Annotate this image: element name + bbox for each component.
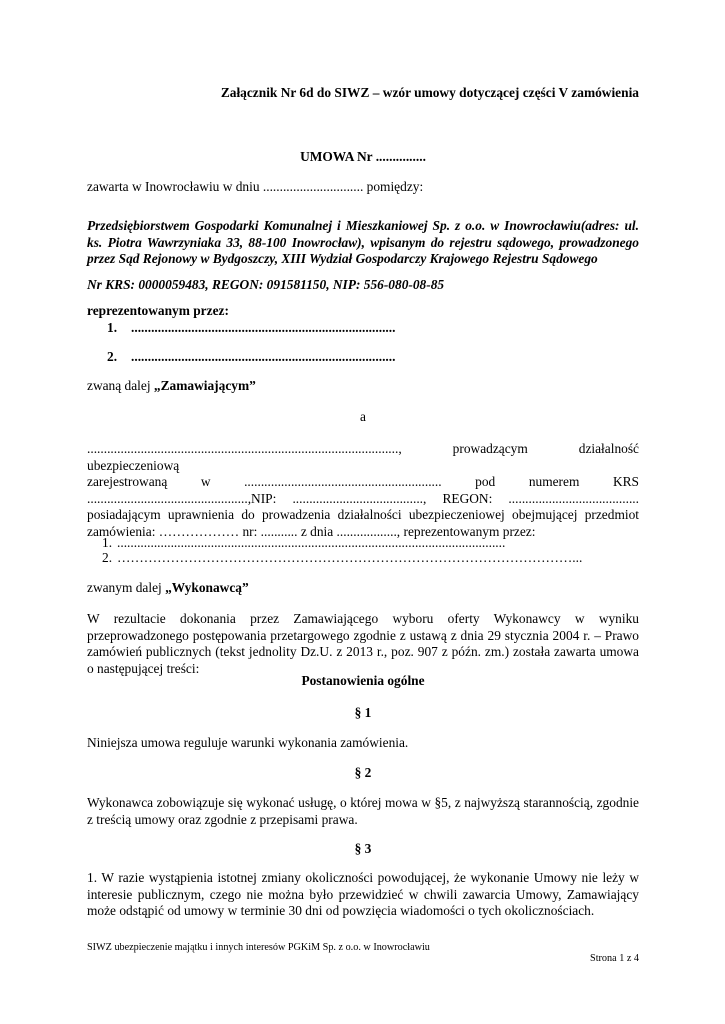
employer-description-line: Przedsiębiorstwem Gospodarki Komunalnej i Mieszkaniowej Sp. z o.o. w Inowrocławiu(adres: ul.	[87, 218, 639, 233]
list-number: 2.	[102, 550, 113, 565]
section-3-line: może odstąpić od umowy w terminie 30 dni od powzięcia wiadomości o tych okolicznościach.	[87, 903, 595, 919]
list-number: 1.	[107, 320, 118, 335]
section-2-heading: § 2	[354, 765, 372, 780]
section-2-line: Wykonawca zobowiązuje się wykonać usługę, o której mowa w §5, z najwyższą starannością, zgodnie	[87, 795, 639, 810]
contractor-line: ............................................................................................., prowadzącym działalność ubezpieczeniową	[87, 441, 639, 473]
general-provisions-heading: Postanowienia ogólne	[301, 673, 425, 688]
employer-represented-by: reprezentowanym przez:	[87, 303, 229, 318]
footer-page-number: Strona 1 z 4	[590, 953, 639, 964]
employer-description-line: przez Sąd Rejonowy w Bydgoszczy, XIII Wydział Gospodarczy Krajowego Rejestru Sądowego	[87, 251, 598, 267]
contractor-line: posiadającym uprawnienia do prowadzenia działalności ubezpieczeniowej obejmującej przedmiot	[87, 507, 639, 523]
contractor-description	[87, 441, 639, 541]
representative-placeholder: ....................................................................................................................	[117, 535, 506, 550]
representative-placeholder: …………………………………………………………………………………………...	[117, 550, 583, 565]
called-prefix: zwaną dalej	[87, 378, 154, 393]
employer-description-line: ks. Piotra Wawrzyniaka 33, 88-100 Inowrocław), wpisanym do rejestru sądowego, prowadzonego	[87, 234, 639, 250]
representative-placeholder: ...............................................................................	[131, 320, 396, 335]
contract-title: UMOWA Nr ...............	[300, 149, 426, 164]
preamble-line: W rezultacie dokonania przez Zamawiającego wyboru oferty Wykonawcy w wyniku	[87, 611, 639, 626]
list-number: 2.	[107, 349, 118, 364]
employer-description	[87, 218, 639, 268]
employer-representative-1	[107, 320, 407, 337]
section-3-text	[87, 870, 639, 920]
section-3-heading: § 3	[354, 841, 372, 856]
preamble-line: o następującej treści:	[87, 660, 200, 676]
preamble-line: przeprowadzonego postępowania przetargowego zgodnie z ustawą z dnia 29 stycznia 2004 r. – Prawo	[87, 627, 639, 643]
footer-document-name: SIWZ ubezpieczenie majątku i innych interesów PGKiM Sp. z o.o. w Inowrocławiu	[87, 942, 430, 953]
list-number: 1.	[102, 535, 113, 550]
employer-name: „Zamawiającym”	[153, 378, 256, 393]
section-2-line: z treścią umowy oraz zgodnie z przepisami prawa.	[87, 811, 358, 827]
employer-representative-2	[107, 349, 407, 366]
contractor-name: „Wykonawcą”	[165, 580, 249, 595]
contractor-line: zamówienia: ……………… nr: ........... z dnia .................., reprezentowanym przez:	[87, 523, 536, 539]
contractor-called	[87, 580, 639, 597]
contractor-line: zarejestrowaną w ........................................................... pod numerem KRS	[87, 474, 639, 490]
called-prefix: zwanym dalej	[87, 580, 166, 595]
section-2-text	[87, 795, 639, 828]
section-3-line: 1. W razie wystąpienia istotnej zmiany okoliczności powodującej, że wykonanie Umowy nie leży w	[87, 870, 639, 885]
employer-registry: Nr KRS: 0000059483, REGON: 091581150, NIP: 556-080-08-85	[87, 277, 445, 292]
connector-a: a	[360, 409, 366, 424]
representative-placeholder: ...............................................................................	[131, 349, 396, 364]
attachment-title: Załącznik Nr 6d do SIWZ – wzór umowy dotyczącej części V zamówienia	[220, 85, 639, 100]
section-1-text: Niniejsza umowa reguluje warunki wykonania zamówienia.	[87, 735, 409, 750]
contractor-line: ................................................,NIP: ......................................., REGON: .......................................	[87, 490, 639, 506]
contractor-representative-2	[102, 550, 622, 567]
contract-place-date: zawarta w Inowrocławiu w dniu .............................. pomiędzy:	[87, 179, 424, 194]
preamble	[87, 611, 639, 677]
section-3-line: interesie publicznym, czego nie można było przewidzieć w chwili zawarcia Umowy, Zamawiający	[87, 886, 639, 902]
section-1-heading: § 1	[354, 705, 372, 720]
preamble-line: zamówień publicznych (tekst jednolity Dz.U. z 2013 r., poz. 907 z późn. zm.) została zawarta umowa	[87, 644, 639, 660]
employer-called	[87, 378, 639, 395]
